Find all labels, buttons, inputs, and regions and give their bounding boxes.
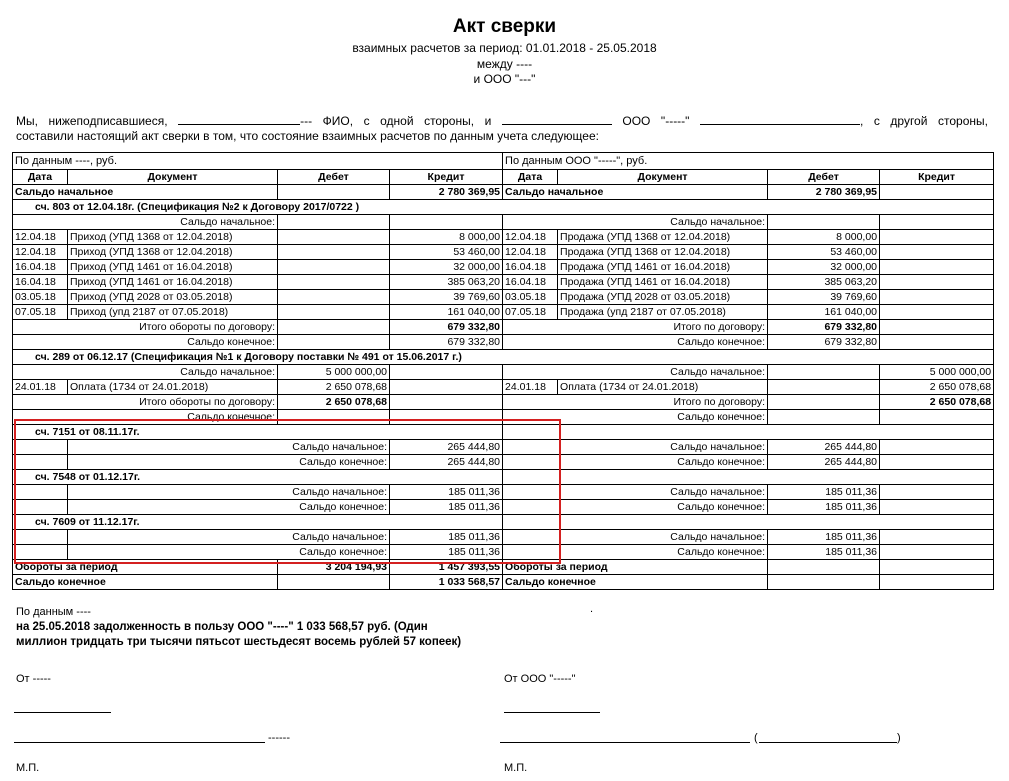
cell (768, 575, 880, 590)
cell (880, 335, 994, 350)
cell (880, 440, 994, 455)
document-cell: Приход (УПД 2028 от 03.05.2018) (68, 290, 278, 305)
document-cell: Приход (УПД 1461 от 16.04.2018) (68, 275, 278, 290)
cell (768, 380, 880, 395)
document-cell: Оплата (1734 от 24.01.2018) (68, 380, 278, 395)
cell (278, 245, 390, 260)
name-dashes-left: ------ (268, 732, 290, 744)
itogo-label: Итого обороты по договору: (13, 320, 278, 335)
cell (278, 305, 390, 320)
document-cell: Продажа (УПД 1461 от 16.04.2018) (558, 275, 768, 290)
itogo-debit-left: 2 650 078,68 (278, 395, 390, 410)
paren-close: ) (897, 732, 901, 744)
itogo-label: Итого по договору: (503, 395, 768, 410)
date-cell: 07.05.18 (503, 305, 558, 320)
saldo-start-label: Сальдо начальное: (503, 440, 768, 455)
opening-label-left: Сальдо начальное (13, 185, 278, 200)
section-title-row (13, 200, 994, 215)
saldo-start-credit-left: 185 011,36 (390, 485, 503, 500)
saldo-start-debit-right: 185 011,36 (768, 530, 880, 545)
closing-label-right: Сальдо конечное (503, 575, 768, 590)
column-header-row (13, 170, 994, 185)
debit-cell: 39 769,60 (768, 290, 880, 305)
cell (880, 275, 994, 290)
cell (880, 215, 994, 230)
signatory-blank-1 (178, 113, 300, 125)
footer-dot: . (590, 603, 594, 615)
date-cell: 16.04.18 (503, 275, 558, 290)
date-cell: 16.04.18 (13, 260, 68, 275)
date-cell: 03.05.18 (13, 290, 68, 305)
saldo-start-label: Сальдо начальное: (68, 485, 390, 500)
saldo-start-debit-right: 185 011,36 (768, 485, 880, 500)
itogo-label: Итого обороты по договору: (13, 395, 278, 410)
intro-text-d: , с другой стороны, (859, 114, 988, 128)
debit-cell: 161 040,00 (768, 305, 880, 320)
cell (503, 470, 994, 485)
left-side-heading: По данным ----, руб. (13, 153, 503, 170)
col-credit-right: Кредит (880, 170, 994, 185)
table-row (13, 275, 994, 290)
cell (390, 365, 503, 380)
table-row (13, 305, 994, 320)
cell (503, 515, 994, 530)
date-cell: 07.05.18 (13, 305, 68, 320)
document-cell: Приход (УПД 1368 от 12.04.2018) (68, 245, 278, 260)
date-cell: 12.04.18 (13, 245, 68, 260)
date-cell: 16.04.18 (13, 275, 68, 290)
saldo-start-credit-left: 185 011,36 (390, 530, 503, 545)
table-row (13, 245, 994, 260)
cell (880, 410, 994, 425)
document-cell: Продажа (УПД 1368 от 12.04.2018) (558, 245, 768, 260)
cell (880, 290, 994, 305)
intro-line-1 (16, 113, 988, 128)
saldo-start-label: Сальдо начальное: (13, 365, 278, 380)
cell (390, 215, 503, 230)
saldo-end-debit-right: 679 332,80 (768, 335, 880, 350)
debit-cell: 32 000,00 (768, 260, 880, 275)
contract-total-row (13, 320, 994, 335)
saldo-end-label: Сальдо конечное: (503, 545, 768, 560)
col-date-left: Дата (13, 170, 68, 185)
intro-text-b: --- ФИО, с одной стороны, и (300, 114, 492, 128)
credit-cell: 385 063,20 (390, 275, 503, 290)
debt-statement-line-1: на 25.05.2018 задолженность в пользу ООО "----" 1 033 568,57 руб. (Один (16, 621, 428, 633)
opening-debit-right: 2 780 369,95 (768, 185, 880, 200)
saldo-start-debit-right: 265 444,80 (768, 440, 880, 455)
intro-line-2: составили настоящий акт сверки в том, что состояние взаимных расчетов по данным учета следующее: (16, 129, 599, 143)
cell (278, 575, 390, 590)
paren-open: ( (754, 732, 758, 744)
date-cell: 03.05.18 (503, 290, 558, 305)
saldo-start-debit-left: 5 000 000,00 (278, 365, 390, 380)
table-row (13, 380, 994, 395)
turnover-label-left: Обороты за период (13, 560, 278, 575)
document-cell: Продажа (упд 2187 от 07.05.2018) (558, 305, 768, 320)
stamp-label-left: М.П. (16, 762, 40, 774)
saldo-start-label: Сальдо начальное: (503, 215, 768, 230)
saldo-end-label: Сальдо конечное: (503, 410, 768, 425)
document-cell: Приход (УПД 1461 от 16.04.2018) (68, 260, 278, 275)
saldo-end-debit-right: 185 011,36 (768, 545, 880, 560)
signature-line-right (504, 712, 600, 713)
date-cell: 24.01.18 (13, 380, 68, 395)
section-title: сч. 7609 от 11.12.17г. (13, 515, 503, 530)
table-row (13, 215, 994, 230)
credit-cell: 8 000,00 (390, 230, 503, 245)
saldo-end-label: Сальдо конечное: (13, 335, 278, 350)
cell (278, 320, 390, 335)
contract-total-row (13, 395, 994, 410)
table-row (13, 335, 994, 350)
cell (768, 395, 880, 410)
itogo-credit-left: 679 332,80 (390, 320, 503, 335)
table-row (13, 260, 994, 275)
credit-cell: 53 460,00 (390, 245, 503, 260)
cell (278, 275, 390, 290)
section-title: сч. 7548 от 01.12.17г. (13, 470, 503, 485)
section-title: сч. 7151 от 08.11.17г. (13, 425, 503, 440)
document-cell: Продажа (УПД 1461 от 16.04.2018) (558, 260, 768, 275)
closing-balance-row (13, 575, 994, 590)
cell (768, 410, 880, 425)
saldo-start-label: Сальдо начальное: (503, 365, 768, 380)
saldo-end-label: Сальдо конечное: (68, 545, 390, 560)
section-title: сч. 289 от 06.12.17 (Спецификация №1 к Договору поставки № 491 от 15.06.2017 г.) (13, 350, 994, 365)
date-cell: 24.01.18 (503, 380, 558, 395)
debit-cell: 385 063,20 (768, 275, 880, 290)
credit-cell: 161 040,00 (390, 305, 503, 320)
stamp-label-right: М.П. (504, 762, 528, 774)
saldo-start-label: Сальдо начальное: (68, 530, 390, 545)
signature-line-left (14, 712, 111, 713)
cell (880, 575, 994, 590)
turnover-credit-left: 1 457 393,55 (390, 560, 503, 575)
signatory-blank-2 (502, 113, 612, 125)
footer-by-data: По данным ---- (16, 606, 91, 618)
date-cell: 12.04.18 (503, 245, 558, 260)
cell (880, 305, 994, 320)
document-title: Акт сверки (452, 16, 557, 37)
cell (880, 485, 994, 500)
cell (278, 335, 390, 350)
signatory-blank-3 (700, 113, 860, 125)
saldo-start-label: Сальдо начальное: (68, 440, 390, 455)
name-line-right (500, 742, 750, 743)
intro-text-c: ООО "-----" (622, 114, 690, 128)
saldo-end-label: Сальдо конечное: (68, 455, 390, 470)
right-side-heading: По данным ООО "-----", руб. (503, 153, 994, 170)
opening-balance-row (13, 185, 994, 200)
saldo-end-label: Сальдо конечное: (503, 335, 768, 350)
cell (880, 185, 994, 200)
col-doc-left: Документ (68, 170, 278, 185)
cell (880, 530, 994, 545)
debit-cell: 8 000,00 (768, 230, 880, 245)
saldo-end-credit-left: 185 011,36 (390, 500, 503, 515)
debit-cell: 2 650 078,68 (278, 380, 390, 395)
closing-credit-left: 1 033 568,57 (390, 575, 503, 590)
date-cell: 12.04.18 (503, 230, 558, 245)
cell (278, 260, 390, 275)
cell (768, 560, 880, 575)
saldo-end-credit-left: 265 444,80 (390, 455, 503, 470)
cell (768, 365, 880, 380)
itogo-debit-right: 679 332,80 (768, 320, 880, 335)
from-right-label: От ООО "-----" (504, 673, 576, 685)
cell (278, 290, 390, 305)
debit-cell: 53 460,00 (768, 245, 880, 260)
between-line: между ---- (476, 57, 533, 71)
date-cell: 16.04.18 (503, 260, 558, 275)
opening-credit-left: 2 780 369,95 (390, 185, 503, 200)
opening-label-right: Сальдо начальное (503, 185, 768, 200)
cell (278, 185, 390, 200)
document-cell: Продажа (УПД 1368 от 12.04.2018) (558, 230, 768, 245)
table-row (13, 365, 994, 380)
table-row (13, 290, 994, 305)
cell (880, 260, 994, 275)
col-credit-left: Кредит (390, 170, 503, 185)
saldo-start-label: Сальдо начальное: (503, 530, 768, 545)
saldo-end-label: Сальдо конечное: (503, 455, 768, 470)
table-row (13, 230, 994, 245)
credit-cell: 39 769,60 (390, 290, 503, 305)
cell (880, 320, 994, 335)
cell (278, 215, 390, 230)
saldo-end-label: Сальдо конечное: (13, 410, 278, 425)
cell (880, 500, 994, 515)
document-cell: Приход (упд 2187 от 07.05.2018) (68, 305, 278, 320)
saldo-start-credit-left: 265 444,80 (390, 440, 503, 455)
debt-statement-line-2: миллион тридцать три тысячи пятьсот шестьдесят восемь рублей 57 копеек) (16, 636, 462, 648)
col-doc-right: Документ (558, 170, 768, 185)
saldo-start-label: Сальдо начальное: (503, 485, 768, 500)
cell (880, 245, 994, 260)
section-title-row (13, 350, 994, 365)
saldo-end-label: Сальдо конечное: (68, 500, 390, 515)
cell (880, 230, 994, 245)
document-cell: Оплата (1734 от 24.01.2018) (558, 380, 768, 395)
document-cell: Продажа (УПД 2028 от 03.05.2018) (558, 290, 768, 305)
side-headings-row (13, 153, 994, 170)
col-date-right: Дата (503, 170, 558, 185)
date-cell: 12.04.18 (13, 230, 68, 245)
saldo-end-credit-left: 185 011,36 (390, 545, 503, 560)
name-line-right-paren (759, 742, 897, 743)
intro-text-a: Мы, нижеподписавшиеся, (16, 114, 168, 128)
cell (278, 230, 390, 245)
col-debit-left: Дебет (278, 170, 390, 185)
cell (503, 425, 994, 440)
itogo-credit-right: 2 650 078,68 (880, 395, 994, 410)
highlight-box (14, 419, 561, 564)
from-left-label: От ----- (16, 673, 51, 685)
cell (390, 395, 503, 410)
saldo-end-debit-right: 185 011,36 (768, 500, 880, 515)
closing-label-left: Сальдо конечное (13, 575, 278, 590)
turnover-debit-left: 3 204 194,93 (278, 560, 390, 575)
cell (880, 545, 994, 560)
saldo-end-credit-left: 679 332,80 (390, 335, 503, 350)
credit-cell: 32 000,00 (390, 260, 503, 275)
name-line-left (14, 742, 265, 743)
itogo-label: Итого по договору: (503, 320, 768, 335)
and-line: и ООО "---" (473, 72, 536, 86)
credit-cell: 2 650 078,68 (880, 380, 994, 395)
document-cell: Приход (УПД 1368 от 12.04.2018) (68, 230, 278, 245)
saldo-start-label: Сальдо начальное: (13, 215, 278, 230)
col-debit-right: Дебет (768, 170, 880, 185)
section-title: сч. 803 от 12.04.18г. (Спецификация №2 к Договору 2017/0722 ) (13, 200, 994, 215)
saldo-end-debit-right: 265 444,80 (768, 455, 880, 470)
cell (880, 560, 994, 575)
turnover-label-right: Обороты за период (503, 560, 768, 575)
cell (880, 455, 994, 470)
cell (768, 215, 880, 230)
saldo-start-credit-right: 5 000 000,00 (880, 365, 994, 380)
saldo-end-label: Сальдо конечное: (503, 500, 768, 515)
cell (390, 380, 503, 395)
period-line: взаимных расчетов за период: 01.01.2018 - 25.05.2018 (352, 41, 657, 55)
